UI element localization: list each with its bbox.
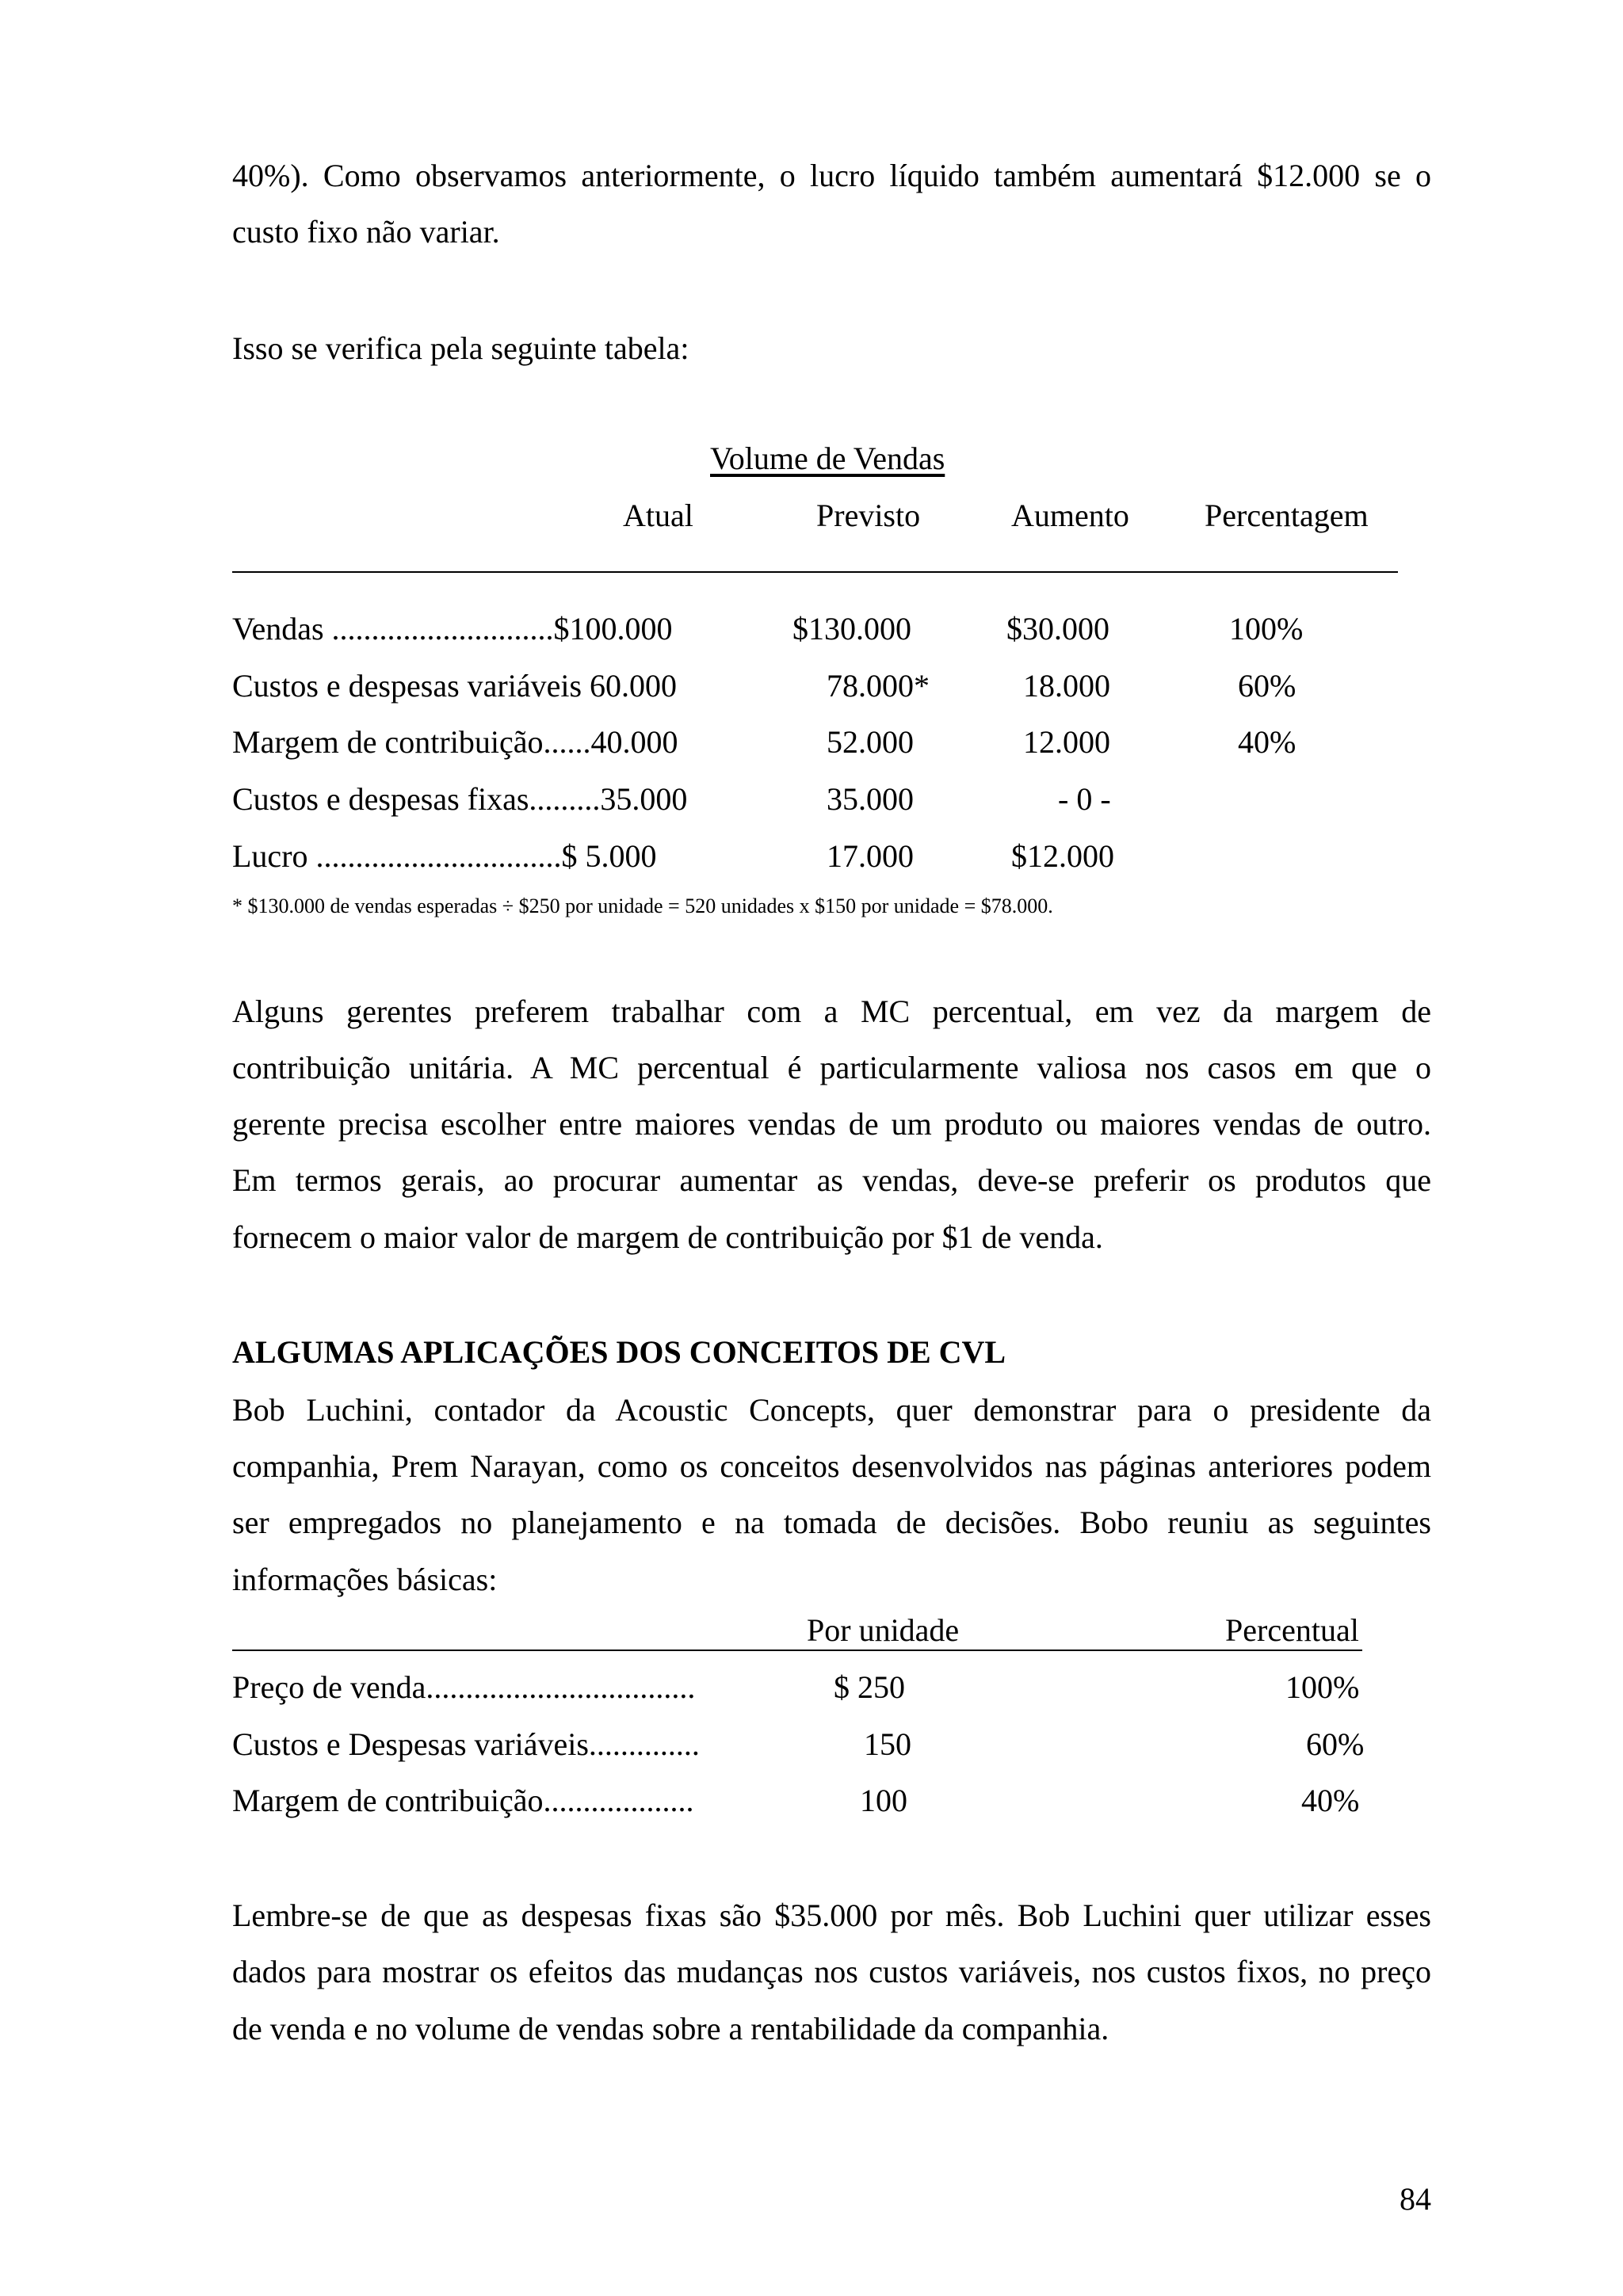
table1-row-previsto: 35.000 bbox=[827, 781, 914, 817]
table1-row-aumento: $30.000 bbox=[1006, 611, 1109, 646]
intro-line-3: Isso se verifica pela seguinte tabela: bbox=[232, 330, 689, 366]
table2-row-pct: 40% bbox=[1301, 1783, 1360, 1818]
para2-line: Alguns gerentes preferem trabalhar com a MC percentual, em vez da margem de bbox=[232, 994, 1431, 1029]
section-line: Bob Luchini, contador da Acoustic Concepts, quer demonstrar para o presidente da bbox=[232, 1392, 1431, 1428]
closing-line: Lembre-se de que as despesas fixas são $35.000 por mês. Bob Luchini quer utilizar esses bbox=[232, 1897, 1431, 1933]
table1-row-percentagem: 40% bbox=[1238, 724, 1296, 760]
section-line: informações básicas: bbox=[232, 1562, 498, 1597]
table1-row-previsto: $130.000 bbox=[792, 611, 911, 646]
table1-header-previsto: Previsto bbox=[816, 498, 921, 533]
para2-line: gerente precisa escolher entre maiores vendas de um produto ou maiores vendas de outro. bbox=[232, 1106, 1431, 1142]
table2-header-rule bbox=[232, 1650, 1362, 1651]
table1-header-atual: Atual bbox=[623, 498, 693, 533]
table2-row-label: Preço de venda.................................. bbox=[232, 1669, 696, 1705]
table1-header-aumento: Aumento bbox=[1011, 498, 1129, 533]
section-line: ser empregados no planejamento e na tomada de decisões. Bobo reuniu as seguintes bbox=[232, 1505, 1431, 1540]
para2-line: fornecem o maior valor de margem de contribuição por $1 de venda. bbox=[232, 1219, 1103, 1255]
table2-header-pct: Percentual bbox=[1225, 1612, 1359, 1648]
table1-row-aumento: - 0 - bbox=[1058, 781, 1111, 817]
closing-line: de venda e no volume de vendas sobre a rentabilidade da companhia. bbox=[232, 2011, 1109, 2046]
closing-line: dados para mostrar os efeitos das mudanças nos custos variáveis, nos custos fixos, no preço bbox=[232, 1954, 1431, 1989]
table1-row-label: Custos e despesas fixas.........35.000 bbox=[232, 781, 688, 817]
table1-row-label: Margem de contribuição......40.000 bbox=[232, 724, 678, 760]
table1-row-label: Vendas ............................$100.000 bbox=[232, 611, 673, 646]
table1-header-rule bbox=[232, 571, 1398, 573]
table1-row-label: Lucro ...............................$ 5.000 bbox=[232, 838, 657, 874]
table1-row-previsto: 17.000 bbox=[827, 838, 914, 874]
table2-header-unit: Por unidade bbox=[807, 1612, 960, 1648]
table1-footnote: * $130.000 de vendas esperadas ÷ $250 por unidade = 520 unidades x $150 por unidade = $78.000. bbox=[232, 894, 1053, 917]
para2-line: contribuição unitária. A MC percentual é particularmente valiosa nos casos em que o bbox=[232, 1050, 1431, 1085]
section-heading: ALGUMAS APLICAÇÕES DOS CONCEITOS DE CVL bbox=[232, 1334, 1006, 1370]
table2-row-unit: 150 bbox=[864, 1726, 911, 1762]
table2-row-unit: 100 bbox=[860, 1783, 907, 1818]
table1-row-aumento: 18.000 bbox=[1023, 668, 1110, 704]
page-number: 84 bbox=[1400, 2181, 1431, 2217]
para2-line: Em termos gerais, ao procurar aumentar as vendas, deve-se preferir os produtos que bbox=[232, 1162, 1431, 1198]
table1-row-aumento: 12.000 bbox=[1023, 724, 1110, 760]
table1-header-percentagem: Percentagem bbox=[1205, 498, 1369, 533]
table1-group-header: Volume de Vendas bbox=[710, 441, 945, 476]
table1-row-previsto: 52.000 bbox=[827, 724, 914, 760]
intro-line-2: custo fixo não variar. bbox=[232, 214, 500, 250]
table1-row-aumento: $12.000 bbox=[1011, 838, 1114, 874]
table2-row-label: Custos e Despesas variáveis.............. bbox=[232, 1726, 700, 1762]
table2-row-unit: $ 250 bbox=[834, 1669, 905, 1705]
intro-line-1: 40%). Como observamos anteriormente, o lucro líquido também aumentará $12.000 se o bbox=[232, 158, 1431, 193]
table1-row-percentagem: 60% bbox=[1238, 668, 1296, 704]
table1-row-label: Custos e despesas variáveis 60.000 bbox=[232, 668, 678, 704]
table1-row-percentagem: 100% bbox=[1229, 611, 1304, 646]
table2-row-pct: 100% bbox=[1285, 1669, 1360, 1705]
table1-row-previsto: 78.000* bbox=[827, 668, 930, 704]
section-line: companhia, Prem Narayan, como os conceitos desenvolvidos nas páginas anteriores podem bbox=[232, 1448, 1431, 1484]
table2-row-label: Margem de contribuição................... bbox=[232, 1783, 694, 1818]
table2-row-pct: 60% bbox=[1306, 1726, 1365, 1762]
